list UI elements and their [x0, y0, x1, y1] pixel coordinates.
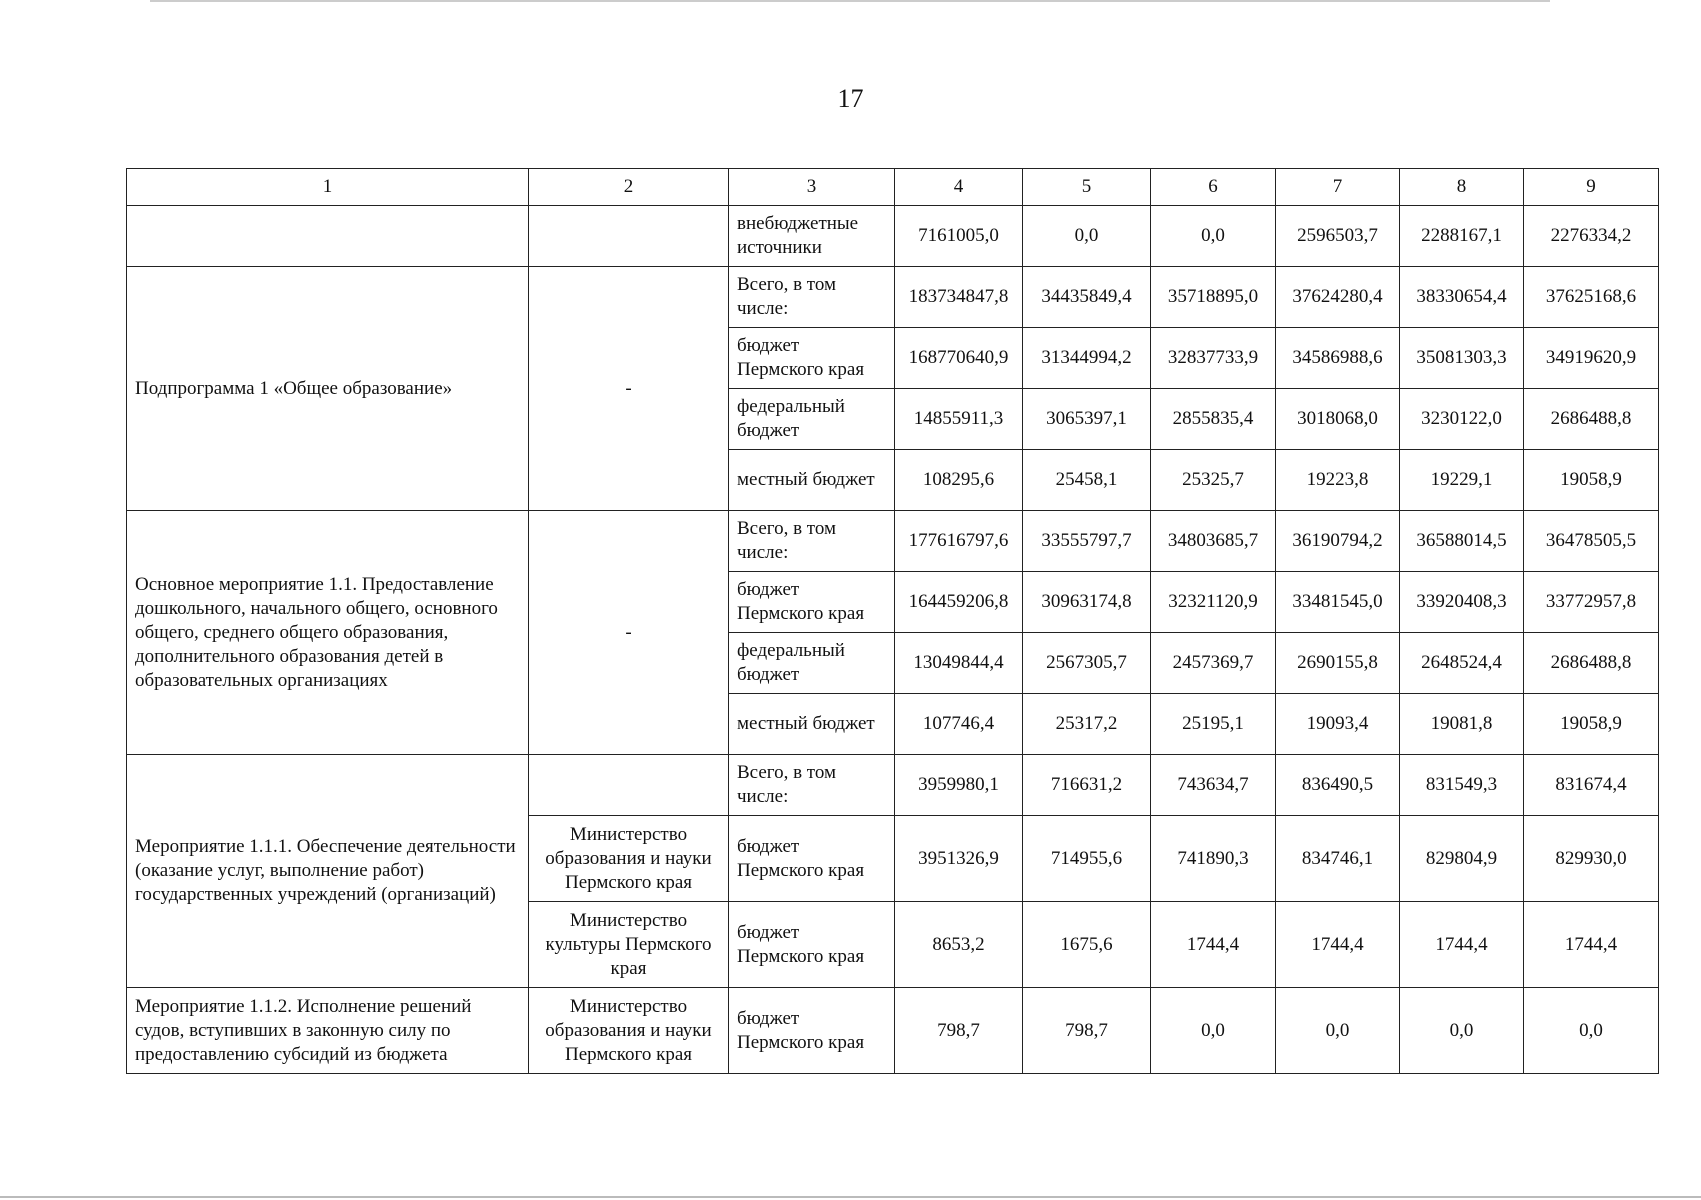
source-cell: Всего, в том числе:: [729, 755, 895, 816]
value-cell: 19058,9: [1524, 450, 1659, 511]
executor-cell: [529, 755, 729, 816]
value-cell: 37625168,6: [1524, 267, 1659, 328]
value-cell: 2276334,2: [1524, 206, 1659, 267]
activity-name: Мероприятие 1.1.1. Обеспечение деятельности (оказание услуг, выполнение работ) государственных учреждений (организаций): [127, 755, 529, 988]
value-cell: 798,7: [895, 988, 1023, 1074]
table-row: [127, 206, 1659, 267]
value-cell: 1744,4: [1400, 902, 1524, 988]
value-cell: 34803685,7: [1151, 511, 1276, 572]
value-cell: 31344994,2: [1023, 328, 1151, 389]
value-cell: 1675,6: [1023, 902, 1151, 988]
value-cell: 34586988,6: [1276, 328, 1400, 389]
value-cell: 32837733,9: [1151, 328, 1276, 389]
value-cell: 2686488,8: [1524, 633, 1659, 694]
value-cell: 716631,2: [1023, 755, 1151, 816]
top-scan-rule: [150, 0, 1550, 2]
value-cell: 1744,4: [1151, 902, 1276, 988]
value-cell: 183734847,8: [895, 267, 1023, 328]
value-cell: 19058,9: [1524, 694, 1659, 755]
value-cell: 164459206,8: [895, 572, 1023, 633]
value-cell: 33772957,8: [1524, 572, 1659, 633]
table-row: [127, 988, 1659, 1074]
header-cell: 9: [1524, 169, 1659, 206]
value-cell: 1744,4: [1276, 902, 1400, 988]
value-cell: 2855835,4: [1151, 389, 1276, 450]
value-cell: 2686488,8: [1524, 389, 1659, 450]
value-cell: 0,0: [1151, 206, 1276, 267]
header-cell: 4: [895, 169, 1023, 206]
executor-cell: Министерство образования и науки Пермского края: [529, 816, 729, 902]
value-cell: 836490,5: [1276, 755, 1400, 816]
page-number: 17: [837, 84, 864, 113]
source-cell: федеральный бюджет: [729, 633, 895, 694]
bottom-scan-rule: [0, 1196, 1701, 1198]
value-cell: 14855911,3: [895, 389, 1023, 450]
value-cell: 2690155,8: [1276, 633, 1400, 694]
subprogram-name: Подпрограмма 1 «Общее образование»: [127, 267, 529, 511]
value-cell: 741890,3: [1151, 816, 1276, 902]
value-cell: 25195,1: [1151, 694, 1276, 755]
value-cell: 3065397,1: [1023, 389, 1151, 450]
value-cell: 2567305,7: [1023, 633, 1151, 694]
value-cell: 38330654,4: [1400, 267, 1524, 328]
value-cell: 3230122,0: [1400, 389, 1524, 450]
value-cell: 714955,6: [1023, 816, 1151, 902]
value-cell: 25325,7: [1151, 450, 1276, 511]
header-cell: 1: [127, 169, 529, 206]
value-cell: 2596503,7: [1276, 206, 1400, 267]
value-cell: 30963174,8: [1023, 572, 1151, 633]
value-cell: 19229,1: [1400, 450, 1524, 511]
value-cell: 743634,7: [1151, 755, 1276, 816]
value-cell: 34435849,4: [1023, 267, 1151, 328]
value-cell: 7161005,0: [895, 206, 1023, 267]
value-cell: 35081303,3: [1400, 328, 1524, 389]
source-cell: федеральный бюджет: [729, 389, 895, 450]
value-cell: 107746,4: [895, 694, 1023, 755]
value-cell: 8653,2: [895, 902, 1023, 988]
value-cell: 0,0: [1023, 206, 1151, 267]
source-cell: местный бюджет: [729, 694, 895, 755]
value-cell: 0,0: [1524, 988, 1659, 1074]
value-cell: 32321120,9: [1151, 572, 1276, 633]
header-cell: 2: [529, 169, 729, 206]
executor-cell: -: [529, 511, 729, 755]
value-cell: 834746,1: [1276, 816, 1400, 902]
value-cell: 36190794,2: [1276, 511, 1400, 572]
executor-cell: -: [529, 267, 729, 511]
budget-table: [126, 168, 1659, 1074]
source-cell: бюджет Пермского края: [729, 572, 895, 633]
value-cell: 168770640,9: [895, 328, 1023, 389]
value-cell: 2288167,1: [1400, 206, 1524, 267]
source-cell: Всего, в том числе:: [729, 267, 895, 328]
table-row: [127, 267, 1659, 328]
table-row: [127, 511, 1659, 572]
source-cell: бюджет Пермского края: [729, 988, 895, 1074]
value-cell: 0,0: [1276, 988, 1400, 1074]
value-cell: 3959980,1: [895, 755, 1023, 816]
source-cell: внебюджетные источники: [729, 206, 895, 267]
value-cell: 108295,6: [895, 450, 1023, 511]
value-cell: 35718895,0: [1151, 267, 1276, 328]
activity-name: Основное мероприятие 1.1. Предоставление дошкольного, начального общего, основного общего, среднего общего образования, дополнительного образования детей в образовательных организациях: [127, 511, 529, 755]
source-cell: местный бюджет: [729, 450, 895, 511]
value-cell: 831549,3: [1400, 755, 1524, 816]
source-cell: бюджет Пермского края: [729, 902, 895, 988]
value-cell: 829930,0: [1524, 816, 1659, 902]
value-cell: 13049844,4: [895, 633, 1023, 694]
value-cell: 36478505,5: [1524, 511, 1659, 572]
value-cell: 2457369,7: [1151, 633, 1276, 694]
activity-name: Мероприятие 1.1.2. Исполнение решений судов, вступивших в законную силу по предоставлению субсидий из бюджета: [127, 988, 529, 1074]
value-cell: 33920408,3: [1400, 572, 1524, 633]
name-cell: [127, 206, 529, 267]
executor-cell: [529, 206, 729, 267]
value-cell: 34919620,9: [1524, 328, 1659, 389]
value-cell: 19081,8: [1400, 694, 1524, 755]
header-row: [127, 169, 1659, 206]
header-cell: 7: [1276, 169, 1400, 206]
value-cell: 25317,2: [1023, 694, 1151, 755]
value-cell: 36588014,5: [1400, 511, 1524, 572]
value-cell: 829804,9: [1400, 816, 1524, 902]
header-cell: 5: [1023, 169, 1151, 206]
value-cell: 3018068,0: [1276, 389, 1400, 450]
value-cell: 0,0: [1400, 988, 1524, 1074]
value-cell: 3951326,9: [895, 816, 1023, 902]
table-row: [127, 755, 1659, 816]
value-cell: 2648524,4: [1400, 633, 1524, 694]
source-cell: бюджет Пермского края: [729, 816, 895, 902]
executor-cell: Министерство культуры Пермского края: [529, 902, 729, 988]
header-cell: 3: [729, 169, 895, 206]
value-cell: 33481545,0: [1276, 572, 1400, 633]
value-cell: 37624280,4: [1276, 267, 1400, 328]
value-cell: 831674,4: [1524, 755, 1659, 816]
value-cell: 33555797,7: [1023, 511, 1151, 572]
value-cell: 19093,4: [1276, 694, 1400, 755]
value-cell: 25458,1: [1023, 450, 1151, 511]
source-cell: бюджет Пермского края: [729, 328, 895, 389]
value-cell: 19223,8: [1276, 450, 1400, 511]
value-cell: 1744,4: [1524, 902, 1659, 988]
header-cell: 6: [1151, 169, 1276, 206]
value-cell: 177616797,6: [895, 511, 1023, 572]
value-cell: 0,0: [1151, 988, 1276, 1074]
source-cell: Всего, в том числе:: [729, 511, 895, 572]
header-cell: 8: [1400, 169, 1524, 206]
value-cell: 798,7: [1023, 988, 1151, 1074]
executor-cell: Министерство образования и науки Пермского края: [529, 988, 729, 1074]
